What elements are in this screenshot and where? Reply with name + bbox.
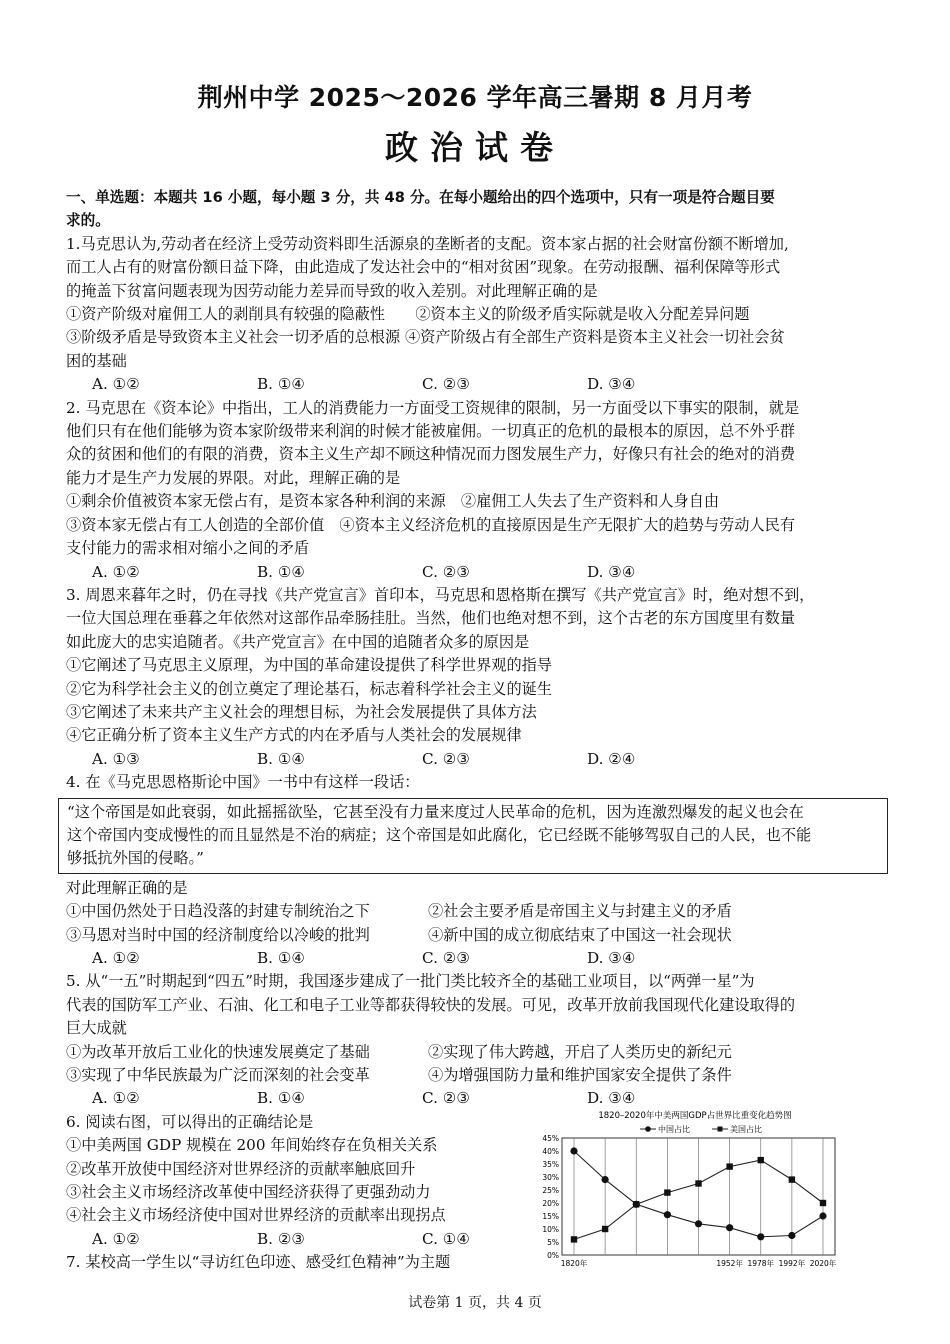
option-b[interactable]: B. ①④ (257, 749, 306, 768)
option-c[interactable]: C. ②③ (422, 375, 470, 394)
q3-item-line: ④它正确分析了资本主义生产方式的内在矛盾与人类社会的发展规律 (66, 726, 522, 745)
y-tick-label: 15% (542, 1212, 559, 1221)
q3-options (66, 748, 874, 771)
option-a[interactable]: A. ①② (92, 562, 140, 581)
x-tick-label: 2020年 (809, 1259, 837, 1268)
data-point-china (602, 1176, 609, 1183)
q1-stem-line: 而工人占有的财富份额日益下降，由此造成了发达社会中的“相对贫困”现象。在劳动报酬、福利保障等形式 (66, 258, 781, 277)
y-tick-label: 0% (547, 1251, 559, 1260)
q5-stem-line: 5. 从“一五”时期起到“四五”时期，我国逐步建成了一批门类比较齐全的基础工业项目，以“两弹一星”为 (66, 972, 755, 991)
q3-item-line: ③它阐述了未来共产主义社会的理想目标，为社会发展提供了具体方法 (66, 702, 537, 721)
q1-stem-line: 1.马克思认为,劳动者在经济上受劳动资料即生活源泉的垄断者的支配。资本家占据的社会财富份额不断增加, (66, 234, 789, 253)
data-point-us (571, 1236, 577, 1242)
option-b[interactable]: B. ①④ (257, 1089, 306, 1108)
q6-item-line: ④社会主义市场经济使中国对世界经济的贡献率出现拐点 (66, 1206, 446, 1225)
x-tick-label: 1992年 (778, 1259, 806, 1268)
q3-stem-line: 3. 周恩来暮年之时，仍在寻找《共产党宣言》首印本，马克思和恩格斯在撰写《共产党宣言》时，绝对想不到， (66, 585, 815, 604)
q5-item: ④为增强国防力量和维护国家安全提供了条件 (428, 1066, 732, 1085)
y-tick-label: 5% (547, 1238, 559, 1247)
q6-stem: 6. 阅读右图，可以得出的正确结论是 (66, 1112, 314, 1131)
data-point-us (726, 1163, 732, 1169)
data-point-us (758, 1157, 764, 1163)
data-point-china (570, 1147, 577, 1154)
q4-item-row (66, 924, 874, 947)
option-c[interactable]: C. ②③ (422, 562, 470, 581)
y-tick-label: 20% (542, 1199, 559, 1208)
q2-item-line: ①剩余价值被资本家无偿占有，是资本家各种利润的来源 ②雇佣工人失去了生产资料和人身自由 (66, 492, 720, 511)
data-point-china (664, 1211, 671, 1218)
question-1 (66, 233, 874, 397)
q2-stem-line: 2. 马克思在《资本论》中指出，工人的消费能力一方面受工资规律的限制，另一方面受以下事实的限制，就是 (66, 398, 800, 417)
q4-item: ④新中国的成立彻底结束了中国这一社会现状 (428, 925, 732, 944)
chart-svg (530, 1108, 850, 1278)
legend-label: 美国占比 (730, 1125, 762, 1134)
q5-item: ③实现了中华民族最为广泛而深刻的社会变革 (66, 1066, 370, 1085)
q3-stem-line: 如此庞大的忠实追随者。《共产党宣言》在中国的追随者众多的原因是 (66, 632, 530, 651)
data-point-us (695, 1180, 701, 1186)
legend-label: 中国占比 (658, 1125, 690, 1134)
quote-line: 这个帝国内变成慢性的而且显然是不治的病症；这个帝国是如此腐化，它已经既不能够驾驭自己的人民，也不能 (67, 825, 812, 844)
q5-item-row (66, 1041, 874, 1064)
x-tick-label: 1978年 (747, 1259, 775, 1268)
q4-item: ②社会主要矛盾是帝国主义与封建主义的矛盾 (428, 902, 732, 921)
q3-item-line: ①它阐述了马克思主义原理，为中国的革命建设提供了科学世界观的指导 (66, 656, 552, 675)
option-b[interactable]: B. ①④ (257, 949, 306, 967)
chart-legend (640, 1124, 762, 1134)
y-tick-label: 25% (542, 1186, 559, 1195)
q2-item-line: ③资本家无偿占有工人创造的全部价值 ④资本主义经济危机的直接原因是生产无限扩大的趋势与劳动人民有 (66, 515, 795, 534)
q7-stem: 7. 某校高一学生以“寻访红色印迹、感受红色精神”为主题 (66, 1253, 451, 1272)
q3-item-line: ②它为科学社会主义的创立奠定了理论基石，标志着科学社会主义的诞生 (66, 679, 552, 698)
q4-options (66, 947, 874, 970)
q1-stem-line: 的掩盖下贫富问题表现为因劳动能力差异而导致的收入差别。对此理解正确的是 (66, 281, 598, 300)
legend-marker-square (718, 1127, 723, 1132)
q1-options (66, 373, 874, 396)
question-4 (66, 771, 874, 970)
data-point-us (633, 1201, 639, 1207)
q4-prompt: 对此理解正确的是 (66, 878, 188, 897)
q6-item-line: ②改革开放使中国经济对世界经济的贡献率触底回升 (66, 1159, 416, 1178)
option-d[interactable]: D. ③④ (587, 1089, 636, 1108)
q2-stem-line: 众的贫困和他们的有限的消费，资本主义生产却不顾这种情况而力图发展生产力，好像只有社会的绝对的消费 (66, 445, 795, 464)
option-d[interactable]: D. ②④ (587, 749, 636, 768)
x-tick-label: 1820年 (560, 1259, 588, 1268)
data-point-us (664, 1189, 670, 1195)
q5-stem-line: 巨大成就 (66, 1019, 127, 1038)
option-c[interactable]: C. ②③ (422, 1089, 470, 1108)
gdp-share-chart (530, 1108, 850, 1278)
y-tick-label: 35% (542, 1160, 559, 1169)
q6-item-line: ③社会主义市场经济改革使中国经济获得了更强劲动力 (66, 1183, 431, 1202)
subject-title: 政治试卷 (385, 128, 565, 167)
option-b[interactable]: B. ②③ (257, 1229, 306, 1248)
data-point-us (789, 1176, 795, 1182)
data-point-us (602, 1226, 608, 1232)
section-heading: 一、单选题：本题共 16 小题，每小题 3 分，共 48 分。在每小题给出的四个选项中，只有一项是符合题目要 (66, 189, 775, 206)
question-2 (66, 397, 874, 584)
option-c[interactable]: C. ①④ (422, 1229, 470, 1248)
option-a[interactable]: A. ①② (92, 1229, 140, 1248)
q4-item-row (66, 900, 874, 923)
q6-item-line: ①中美两国 GDP 规模在 200 年间始终存在负相关关系 (66, 1136, 438, 1155)
q4-quote-box (58, 798, 888, 874)
question-3 (66, 584, 874, 771)
q4-item: ①中国仍然处于日趋没落的封建专制统治之下 (66, 902, 370, 921)
page-footer: 试卷第 1 页，共 4 页 (408, 1295, 542, 1311)
option-a[interactable]: A. ①② (92, 949, 140, 967)
q1-item-line: 困的基础 (66, 351, 127, 370)
q3-stem-line: 一位大国总理在垂暮之年依然对这部作品牵肠挂肚。当然，他们也绝对想不到，这个古老的东方国度里有数量 (66, 609, 795, 628)
option-d[interactable]: D. ③④ (587, 562, 636, 581)
q2-stem-line: 能力才是生产力发展的界限。对此，理解正确的是 (66, 468, 401, 487)
question-5 (66, 970, 874, 1110)
data-point-china (819, 1212, 826, 1219)
option-a[interactable]: A. ①② (92, 375, 140, 394)
section-heading-cont: 求的。 (66, 212, 110, 230)
y-tick-label: 40% (542, 1147, 559, 1156)
x-tick-label: 1952年 (716, 1259, 743, 1268)
option-b[interactable]: B. ①④ (257, 562, 306, 581)
q5-stem-line: 代表的国防军工产业、石油、化工和电子工业等都获得较快的发展。可见，改革开放前我国现代化建设取得的 (66, 995, 795, 1014)
legend-marker-circle (645, 1126, 651, 1132)
q5-item-row (66, 1064, 874, 1087)
y-tick-label: 45% (542, 1134, 559, 1143)
data-point-china (788, 1232, 795, 1239)
data-point-china (757, 1233, 764, 1240)
option-c[interactable]: C. ②③ (422, 749, 470, 768)
option-b[interactable]: B. ①④ (257, 375, 306, 394)
option-a[interactable]: A. ①② (92, 1089, 140, 1108)
q5-item: ②实现了伟大跨越，开启了人类历史的新纪元 (428, 1042, 732, 1061)
q2-stem-line: 他们只有在他们能够为资本家阶级带来利润的时候才能被雇佣。一切真正的危机的最根本的原因，总不外乎群 (66, 422, 795, 441)
q5-item: ①为改革开放后工业化的快速发展奠定了基础 (66, 1042, 370, 1061)
data-point-us (820, 1200, 826, 1206)
q2-options (66, 561, 874, 584)
data-point-china (726, 1224, 733, 1231)
option-a[interactable]: A. ①③ (92, 749, 140, 768)
q4-stem: 4. 在《马克思恩格斯论中国》一书中有这样一段话： (66, 773, 420, 792)
data-point-china (695, 1220, 702, 1227)
plot-area (542, 1134, 836, 1268)
option-d[interactable]: D. ③④ (587, 949, 636, 967)
chart-title: 1820–2020年中美两国GDP占世界比重变化趋势图 (598, 1111, 792, 1121)
q1-item-line: ③阶级矛盾是导致资本主义社会一切矛盾的总根源 ④资产阶级占有全部生产资料是资本主义社会一切社会贫 (66, 328, 785, 347)
y-tick-label: 30% (542, 1173, 559, 1182)
exam-title: 荆州中学 2025～2026 学年高三暑期 8 月月考 (197, 83, 753, 112)
option-d[interactable]: D. ③④ (587, 375, 636, 394)
q2-item-line: 支付能力的需求相对缩小之间的矛盾 (66, 539, 309, 558)
quote-line: 够抵抗外国的侵略。” (67, 849, 204, 868)
option-c[interactable]: C. ②③ (422, 949, 470, 967)
y-tick-label: 10% (542, 1225, 559, 1234)
quote-line: “这个帝国是如此衰弱，如此摇摇欲坠，它甚至没有力量来度过人民革命的危机，因为连激烈爆发的起义也会在 (67, 802, 804, 821)
q4-item: ③马恩对当时中国的经济制度给以冷峻的批判 (66, 925, 370, 944)
q1-item-line: ①资产阶级对雇佣工人的剥削具有较强的隐蔽性 ②资本主义的阶级矛盾实际就是收入分配差异问题 (66, 305, 750, 324)
